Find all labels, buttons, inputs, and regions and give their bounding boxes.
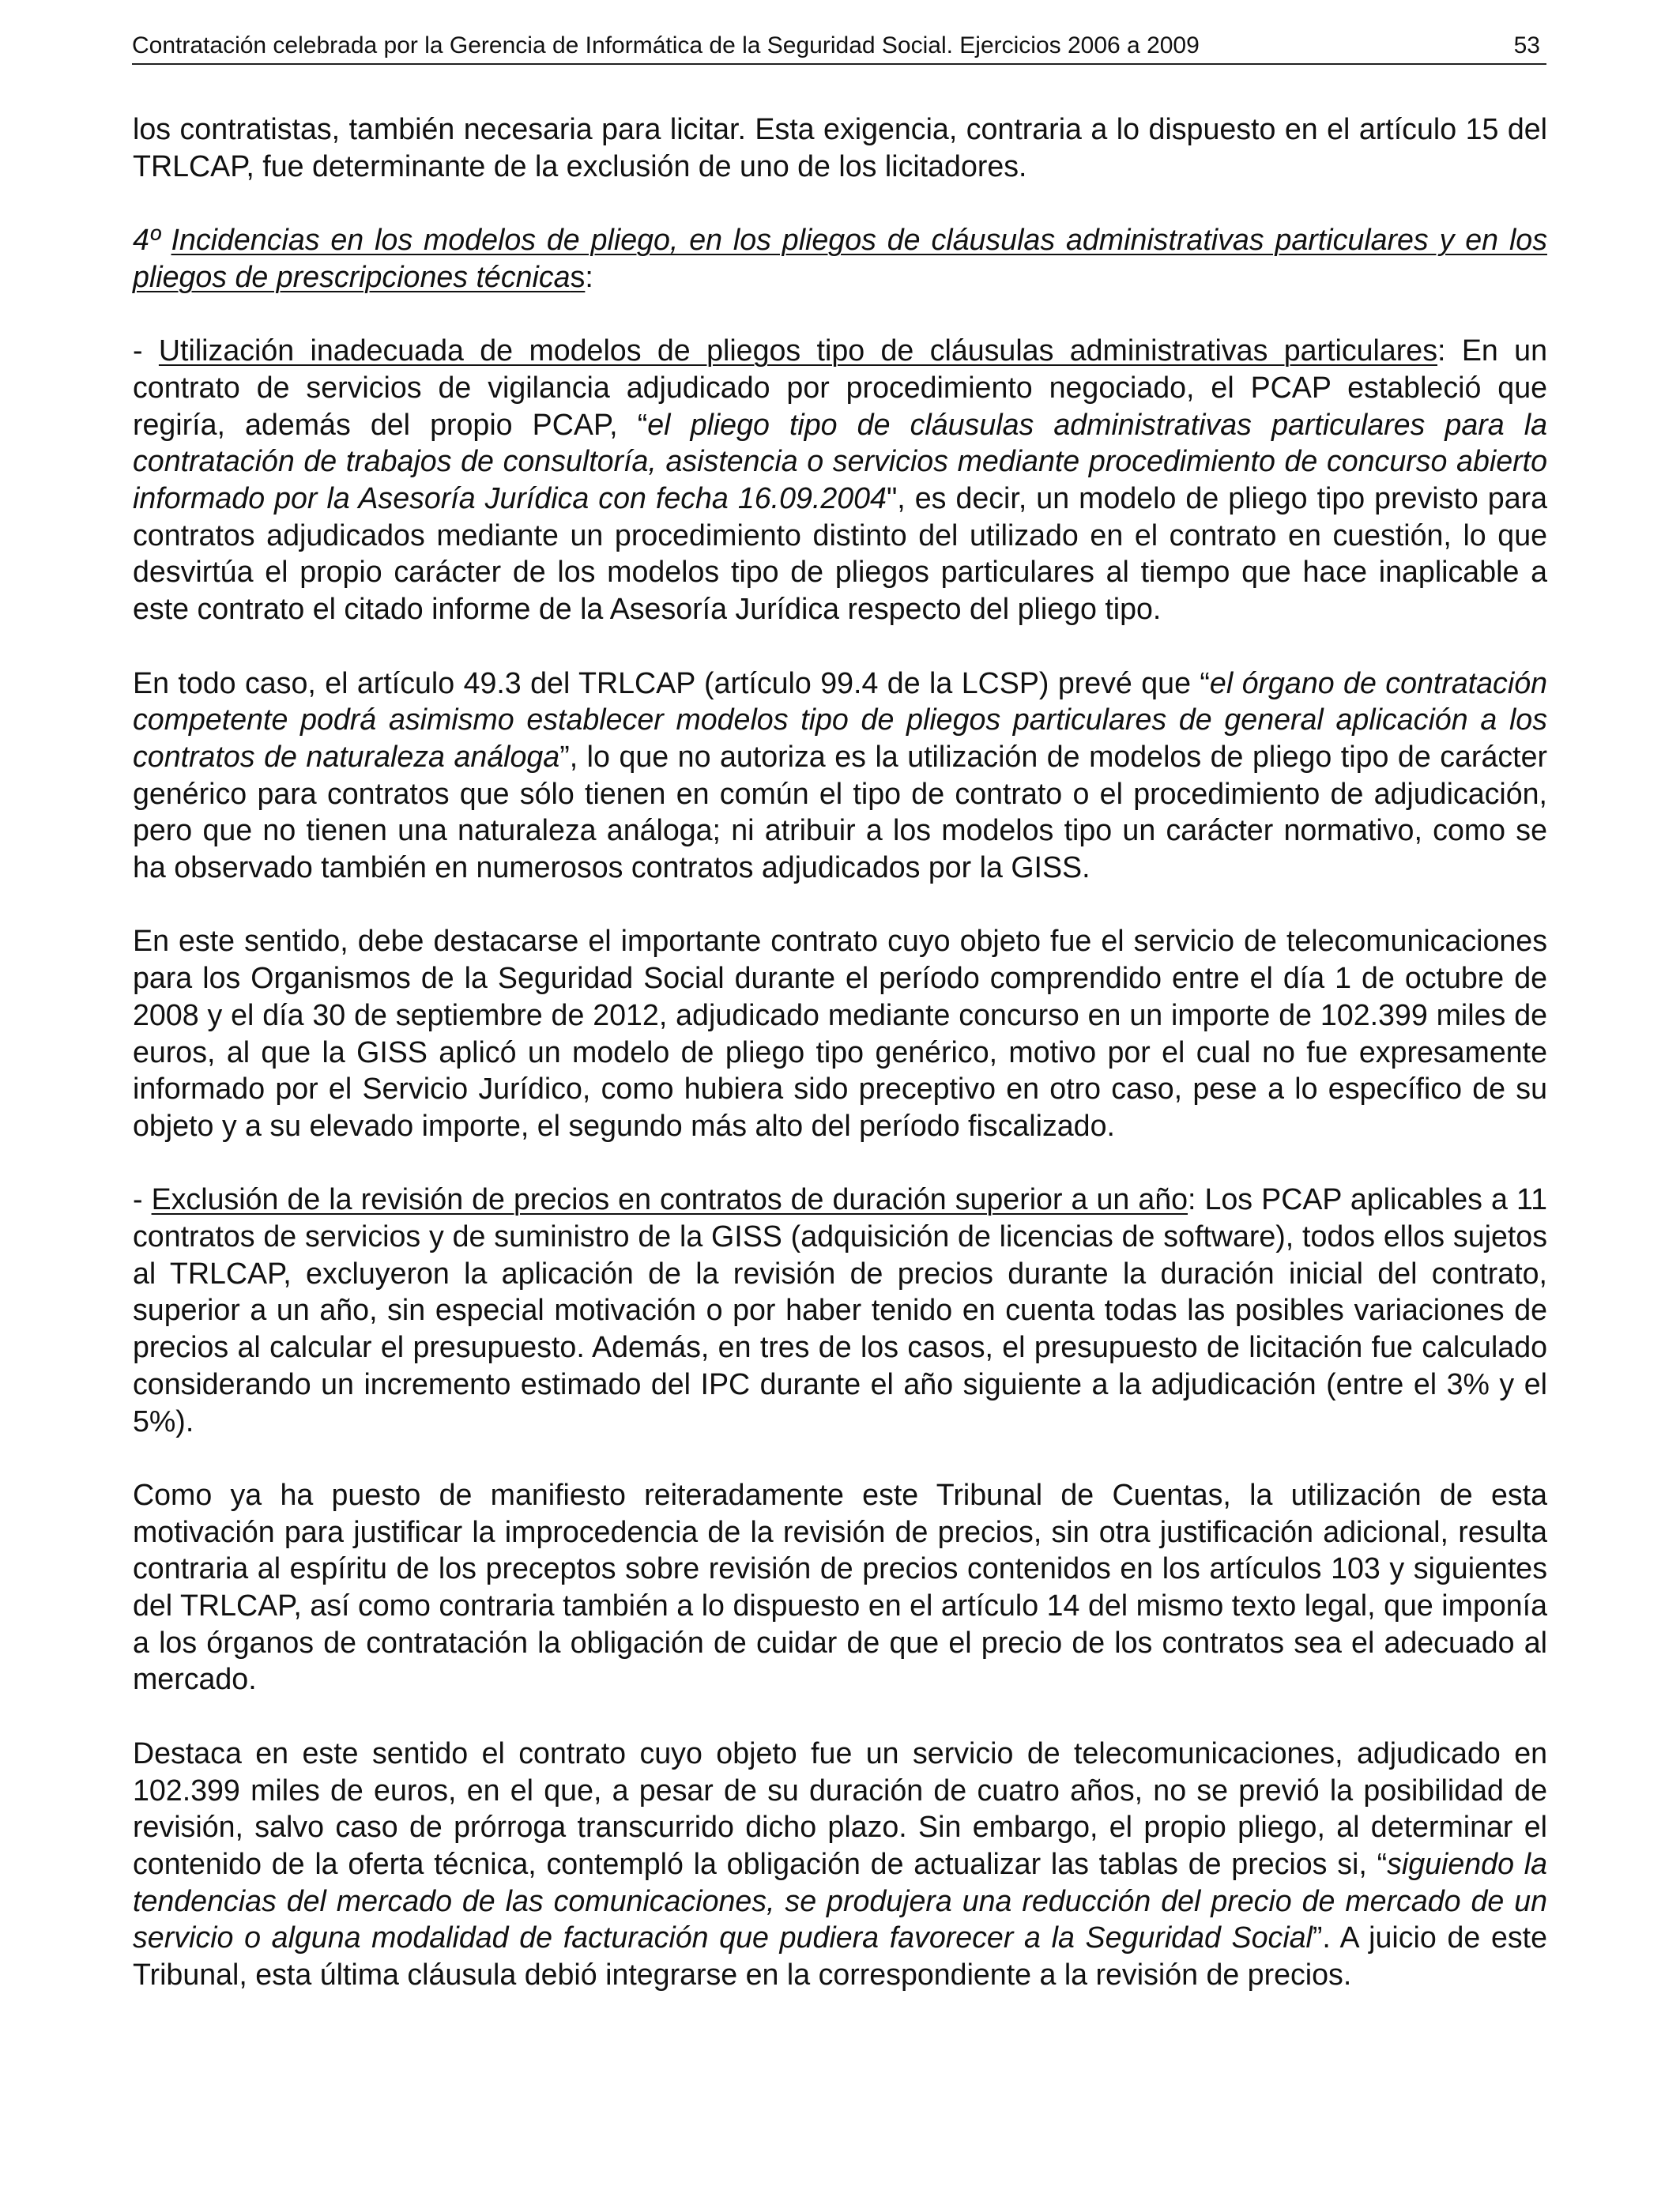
paragraph-8-text-2: ”. A juicio de este Tribunal, esta última cláusula debió integrarse en la correspondiente a la revisión de precios. [133, 1921, 1548, 1992]
paragraph-3-text-2: ", es decir, un modelo de pliego tipo previsto para contratos adjudicados mediante un procedimiento distinto del utilizado en el contrato en cuestión, lo que desvirtúa el propio carácter de los modelos tipo de pliegos particulares al tiempo que hace inaplicable a este contrato el citado informe de la Asesoría Jurídica respecto del pliego tipo. [133, 481, 1548, 626]
paragraph-6-text: : Los PCAP aplicables a 11 contratos de servicios y de suministro de la GISS (adquisición de licencias de software), todos ellos sujetos al TRLCAP, excluyeron la aplicación de la revisión de precios durante la duración inicial del contrato, superior a un año, sin especial motivación o por haber tenido en cuenta todas las posibles variaciones de precios al calcular el presupuesto. Además, en tres de los casos, el presupuesto de licitación fue calculado considerando un incremento estimado del IPC durante el año siguiente a la adjudicación (entre el 3% y el 5%). [133, 1182, 1547, 1438]
paragraph-1-text: los contratistas, también necesaria para licitar. Esta exigencia, contraria a lo dispuesto en el artículo 15 del TRLCAP, fue determinante de la exclusión de uno de los licitadores. [133, 112, 1547, 183]
document-body [133, 111, 1547, 2030]
paragraph-7-text: Como ya ha puesto de manifiesto reiteradamente este Tribunal de Cuentas, la utilización de esta motivación para justificar la improcedencia de la revisión de precios, sin otra justificación adicional, resulta contraria al espíritu de los preceptos sobre revisión de precios contenidos en los artículos 103 y siguientes del TRLCAP, así como contraria también a lo dispuesto en el artículo 14 del mismo texto legal, que imponía a los órganos de contratación la obligación de cuidar de que el precio de los contratos sea el adecuado al mercado. [133, 1477, 1547, 1696]
paragraph-3-quote: el pliego tipo de cláusulas administrativas particulares para la contratación de trabajos de consultoría, asistencia o servicios mediante procedimiento de concurso abierto informado por la Asesoría Jurídica con fecha 16.09.2004 [133, 407, 1547, 515]
paragraph-6 [133, 1181, 1547, 1439]
paragraph-8 [133, 1735, 1547, 1993]
paragraph-8-text-1: Destaca en este sentido el contrato cuyo objeto fue un servicio de telecomunicaciones, adjudicado en 102.399 miles de euros, en el que, a pesar de su duración de cuatro años, no se previó la posibilidad de revisión, salvo caso de prórroga transcurrido dicho plazo. Sin embargo, el propio pliego, al determinar el contenido de la oferta técnica, contempló la obligación de actualizar las tablas de precios si, “ [133, 1736, 1547, 1880]
paragraph-5 [133, 922, 1547, 1144]
paragraph-4 [133, 665, 1547, 886]
section-heading-tail: s [570, 259, 586, 293]
section-number: 4º [133, 223, 171, 257]
page-header [132, 28, 1546, 65]
subheading-modelos: Utilización inadecuada de modelos de pliegos tipo de cláusulas administrativas particulares [158, 334, 1437, 368]
paragraph-4-text-1: En todo caso, el artículo 49.3 del TRLCAP (artículo 99.4 de la LCSP) prevé que “ [133, 665, 1210, 699]
header-title: Contratación celebrada por la Gerencia de Informática de la Seguridad Social. Ejercicios 2006 a 2009 [132, 32, 1200, 58]
paragraph-3-text-1: : En un contrato de servicios de vigilancia adjudicado por procedimiento negociado, el PCAP estableció que regiría, además del propio PCAP, “ [133, 334, 1547, 441]
paragraph-8-quote: siguiendo la tendencias del mercado de las comunicaciones, se produjera una reducción del precio de mercado de un servicio o alguna modalidad de facturación que pudiera favorecer a la Seguridad Social [133, 1846, 1547, 1955]
subheading-revision-precios: Exclusión de la revisión de precios en contratos de duración superior a un año [151, 1182, 1188, 1216]
section-heading-4 [133, 221, 1547, 295]
paragraph-4-quote: el órgano de contratación competente podrá asimismo establecer modelos tipo de pliegos particulares de general aplicación a los contratos de naturaleza análoga [133, 665, 1547, 773]
paragraph-7 [133, 1476, 1547, 1698]
page-number: 53 [1513, 32, 1540, 58]
paragraph-4-text-2: ”, lo que no autoriza es la utilización de modelos de pliego tipo de carácter genérico para contratos que sólo tienen en común el tipo de contrato o el procedimiento de adjudicación, pero que no tienen una naturaleza análoga; ni atribuir a los modelos tipo un carácter normativo, como se ha observado también en numerosos contratos adjudicados por la GISS. [133, 739, 1547, 884]
bullet-dash: - [133, 334, 159, 368]
paragraph-3 [133, 332, 1547, 628]
section-heading-text: Incidencias en los modelos de pliego, en los pliegos de cláusulas administrativas particulares y en los pliegos de prescripciones técnica [133, 223, 1547, 293]
paragraph-5-text: En este sentido, debe destacarse el importante contrato cuyo objeto fue el servicio de telecomunicaciones para los Organismos de la Seguridad Social durante el período comprendido entre el día 1 de octubre de 2008 y el día 30 de septiembre de 2012, adjudicado mediante concurso en un importe de 102.399 miles de euros, al que la GISS aplicó un modelo de pliego tipo genérico, motivo por el cual no fue expresamente informado por el Servicio Jurídico, como hubiera sido preceptivo en otro caso, pese a lo específico de su objeto y a su elevado importe, el segundo más alto del período fiscalizado. [133, 924, 1547, 1142]
paragraph-1 [133, 111, 1547, 184]
bullet-dash: - [133, 1182, 152, 1216]
section-heading-colon: : [585, 259, 593, 293]
